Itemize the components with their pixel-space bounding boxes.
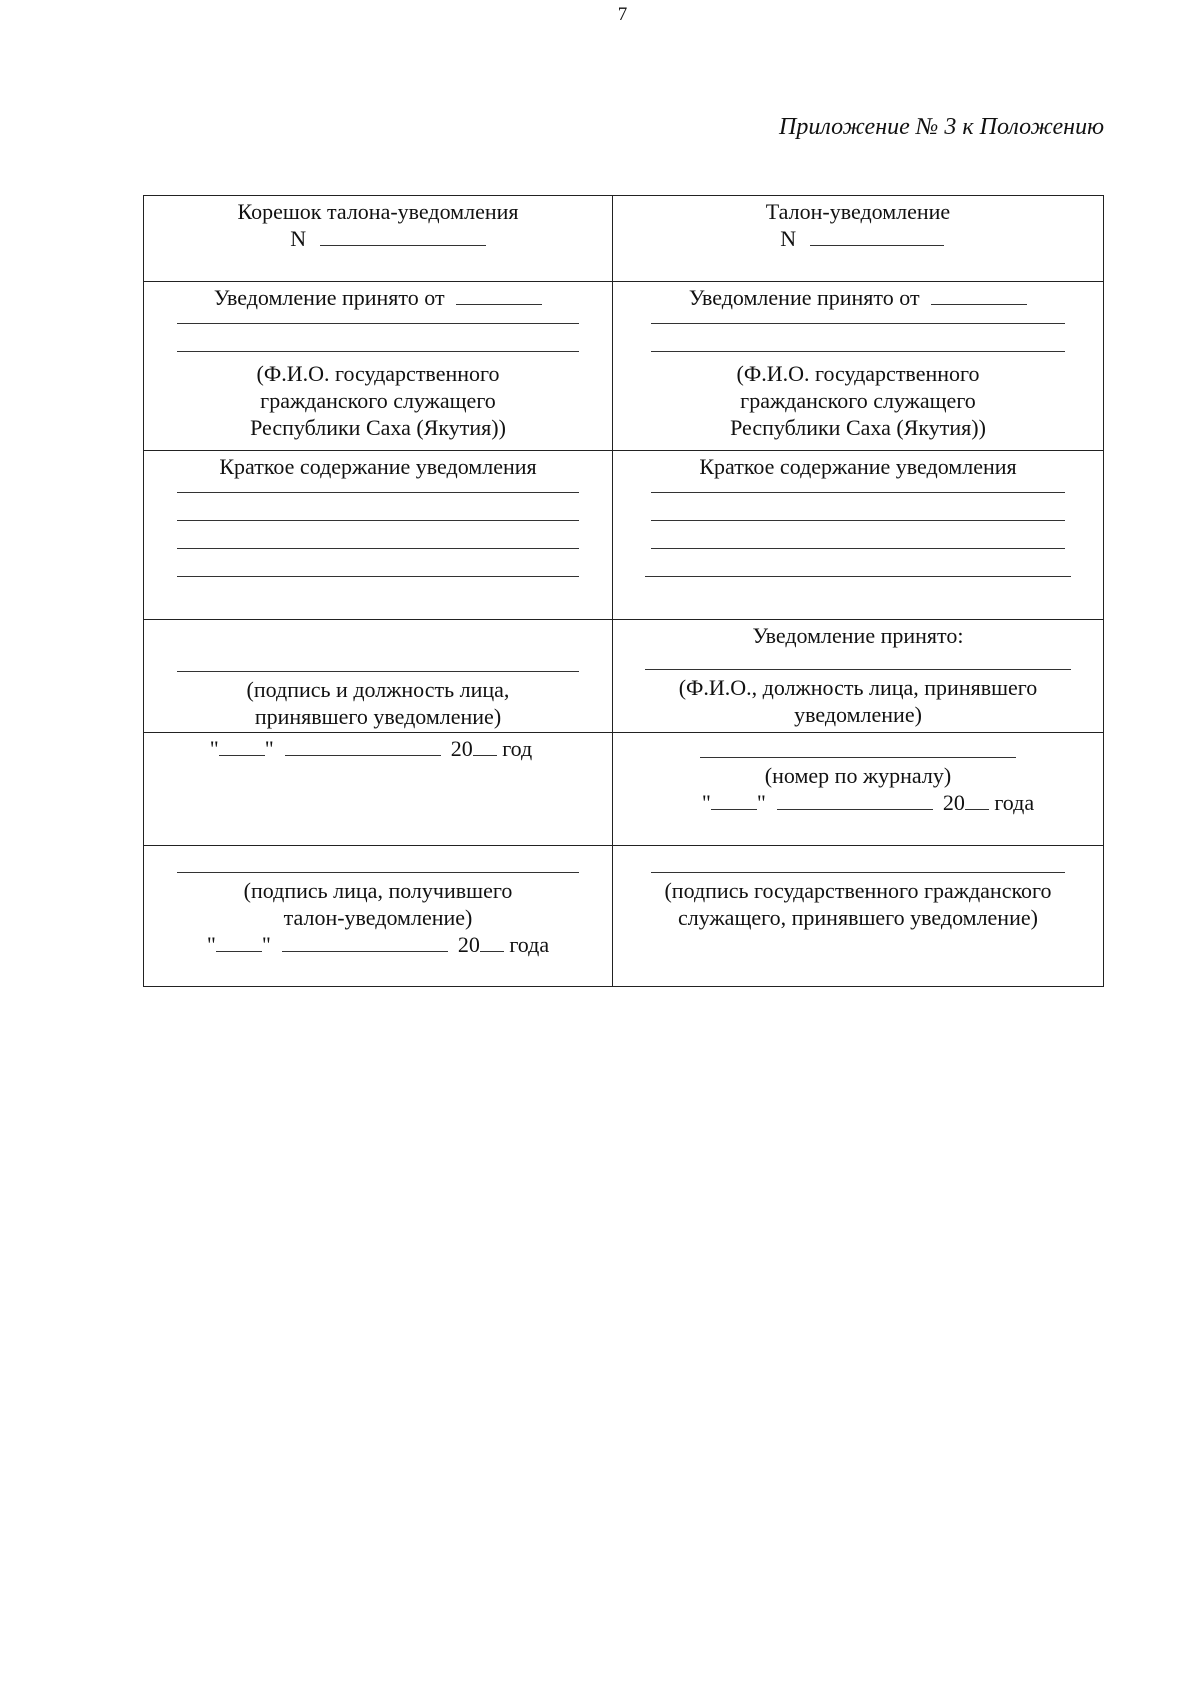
coupon-date-quote-open: " — [701, 790, 711, 815]
page-number: 7 — [617, 4, 628, 25]
stub-signature-caption-1: (подпись и должность лица, — [246, 677, 510, 702]
coupon-date-year-word: года — [994, 790, 1035, 815]
coupon-fio-caption-3: Республики Саха (Якутия)) — [730, 415, 986, 440]
coupon-journal-line[interactable] — [700, 757, 1016, 758]
coupon-fio-line-1[interactable] — [651, 323, 1065, 324]
stub-number — [150, 225, 606, 252]
stub-fio-caption-1: (Ф.И.О. государственного — [256, 361, 500, 386]
coupon-received-from-label: Уведомление принято от — [688, 285, 920, 310]
stub-summary-label: Краткое содержание уведомления — [219, 454, 537, 479]
form-row-title — [144, 196, 1104, 282]
stub-receiver-caption-1: (подпись лица, получившего — [243, 878, 513, 903]
coupon-date-month-field[interactable] — [777, 789, 933, 810]
coupon-fio-caption-2: гражданского служащего — [740, 388, 976, 413]
notification-form-table — [143, 195, 1104, 987]
stub-signature-caption-2: принявшего уведомление) — [254, 704, 502, 729]
coupon-date-century: 20 — [942, 790, 965, 815]
stub-summary-line-1[interactable] — [177, 492, 579, 493]
coupon-accepted-caption-2: уведомление) — [794, 702, 922, 727]
coupon-fio-caption-1: (Ф.И.О. государственного — [736, 361, 980, 386]
coupon-summary-line-2[interactable] — [651, 520, 1065, 521]
stub-receiver-signature-line[interactable] — [177, 872, 579, 873]
coupon-fio-line-2[interactable] — [651, 351, 1065, 352]
coupon-official-signature-line[interactable] — [651, 872, 1065, 873]
stub-receiver-date-day-field[interactable] — [216, 931, 262, 952]
coupon-official-cell — [613, 846, 1104, 987]
stub-receiver-cell — [144, 846, 613, 987]
stub-receiver-date — [150, 931, 606, 958]
form-row-date — [144, 733, 1104, 846]
stub-receiver-date-quote-open: " — [206, 932, 216, 957]
coupon-journal-caption: (номер по журналу) — [764, 763, 952, 788]
stub-fio-line-1[interactable] — [177, 323, 579, 324]
coupon-accepted-caption-1: (Ф.И.О., должность лица, принявшего — [678, 675, 1038, 700]
coupon-summary-line-1[interactable] — [651, 492, 1065, 493]
coupon-accepted-cell — [613, 620, 1104, 733]
form-row-summary — [144, 451, 1104, 620]
coupon-number-field[interactable] — [810, 225, 944, 246]
appendix-title: Приложение № 3 к Положению — [779, 114, 1104, 140]
stub-fio-caption-2: гражданского служащего — [260, 388, 496, 413]
stub-receiver-date-century: 20 — [457, 932, 480, 957]
stub-date-quote-open: " — [209, 736, 219, 761]
coupon-summary-cell — [613, 451, 1104, 620]
stub-received-cell — [144, 282, 613, 451]
stub-fio-line-2[interactable] — [177, 351, 579, 352]
coupon-received-from — [619, 284, 1097, 311]
coupon-summary-line-3[interactable] — [651, 548, 1065, 549]
stub-received-from-label: Уведомление принято от — [213, 285, 445, 310]
coupon-number-label: N — [780, 226, 797, 251]
stub-receiver-date-year-field[interactable] — [480, 931, 504, 952]
stub-date-cell — [144, 733, 613, 846]
form-row-signatures — [144, 846, 1104, 987]
stub-date — [150, 735, 606, 762]
coupon-title: Талон-уведомление — [765, 199, 951, 224]
stub-date-century: 20 — [450, 736, 473, 761]
coupon-date-day-field[interactable] — [711, 789, 757, 810]
coupon-accepted-label: Уведомление принято: — [752, 623, 964, 648]
stub-signature-cell — [144, 620, 613, 733]
stub-date-quote-close: " — [264, 736, 274, 761]
stub-title: Корешок талона-уведомления — [237, 199, 519, 224]
coupon-number — [619, 225, 1097, 252]
coupon-official-caption-1: (подпись государственного гражданского — [664, 878, 1052, 903]
stub-date-month-field[interactable] — [285, 735, 441, 756]
stub-number-label: N — [290, 226, 307, 251]
stub-receiver-caption-2: талон-уведомление) — [283, 905, 473, 930]
stub-received-from-field[interactable] — [456, 284, 542, 305]
coupon-date — [619, 789, 1097, 816]
stub-summary-line-3[interactable] — [177, 548, 579, 549]
stub-received-from — [150, 284, 606, 311]
form-row-received-from — [144, 282, 1104, 451]
stub-receiver-date-year-word: года — [509, 932, 550, 957]
stub-summary-line-2[interactable] — [177, 520, 579, 521]
stub-title-cell — [144, 196, 613, 282]
stub-date-year-field[interactable] — [473, 735, 497, 756]
coupon-summary-label: Краткое содержание уведомления — [699, 454, 1017, 479]
stub-date-day-field[interactable] — [219, 735, 265, 756]
coupon-summary-line-4[interactable] — [645, 576, 1071, 577]
stub-fio-caption-3: Республики Саха (Якутия)) — [250, 415, 506, 440]
coupon-received-cell — [613, 282, 1104, 451]
coupon-date-year-field[interactable] — [965, 789, 989, 810]
coupon-official-caption-2: служащего, принявшего уведомление) — [678, 905, 1038, 930]
stub-date-year-word: год — [502, 736, 533, 761]
stub-receiver-date-quote-close: " — [261, 932, 271, 957]
stub-summary-cell — [144, 451, 613, 620]
stub-summary-line-4[interactable] — [177, 576, 579, 577]
stub-receiver-date-month-field[interactable] — [282, 931, 448, 952]
stub-signature-line[interactable] — [177, 671, 579, 672]
coupon-received-from-field[interactable] — [931, 284, 1027, 305]
coupon-title-cell — [613, 196, 1104, 282]
coupon-date-quote-close: " — [756, 790, 766, 815]
stub-number-field[interactable] — [320, 225, 486, 246]
coupon-accepted-line[interactable] — [645, 669, 1071, 670]
form-row-acceptance — [144, 620, 1104, 733]
coupon-journal-cell — [613, 733, 1104, 846]
